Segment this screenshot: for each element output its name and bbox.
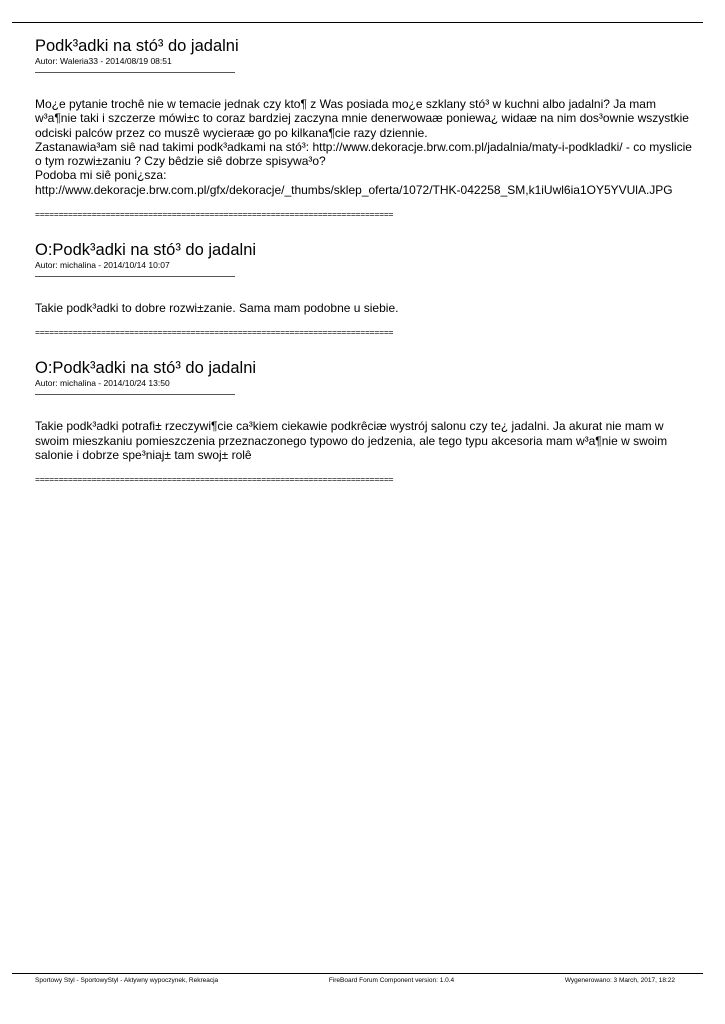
post-author-date: Autor: michalina - 2014/10/24 13:50	[35, 378, 170, 389]
page-footer	[35, 977, 675, 985]
post-body: Takie podk³adki to dobre rozwi±zanie. Sama mam podobne u siebie.	[35, 301, 399, 316]
post-title: O:Podk³adki na stó³ do jadalni	[35, 241, 257, 260]
header-rule	[12, 22, 703, 23]
post	[35, 359, 695, 484]
post	[35, 241, 695, 337]
post-separator: ============================================================================	[35, 327, 394, 338]
post-author-date: Autor: Waleria33 - 2014/08/19 08:51	[35, 56, 172, 66]
post-title: Podk³adki na stó³ do jadalni	[35, 37, 239, 55]
meta-divider	[35, 394, 235, 395]
post-separator: ============================================================================	[35, 209, 394, 220]
footer-rule	[12, 973, 703, 974]
footer-component-version: FireBoard Forum Component version: 1.0.4	[328, 977, 455, 984]
meta-divider	[35, 72, 235, 73]
post-separator: ============================================================================	[35, 474, 394, 485]
post-author-date: Autor: michalina - 2014/10/14 10:07	[35, 260, 170, 271]
post-body: Mo¿e pytanie trochê nie w temacie jednak czy kto¶ z Was posiada mo¿e szklany stó³ w kuchni albo jadalni? Ja mam w³a¶nie taki i szczerze mówi±c to coraz bardziej zaczyna mnie denerwowaæ poniewa¿ widaæ na nim dos³ownie wszystkie odciski palców przez co muszê wycieraæ go po kilkana¶cie razy dziennie. Zastanawia³am siê nad takimi podk³adkami na stó³: http://www.dekoracje.brw.com.pl/jadalnia/maty-i-podkladki/ - co myslicie o tym rozwi±zaniu ? Czy bêdzie siê dobrze spisywa³o? Podoba mi siê poni¿sza: http://www.dekoracje.brw.com.pl/gfx/dekoracje/_thumbs/sklep_oferta/1072/THK-042258_SM,k1iUwl6ia1OY5YVUlA.JPG	[35, 97, 692, 197]
footer-site-name: Sportowy Styl - SportowyStyl - Aktywny wypoczynek, Rekreacja	[35, 977, 219, 984]
meta-divider	[35, 276, 235, 277]
post	[35, 37, 695, 219]
post-body: Takie podk³adki potrafi± rzeczywi¶cie ca³kiem ciekawie podkrêciæ wystrój salonu czy te¿ jadalni. Ja akurat nie mam w swoim mieszkaniu pomieszczenia przeznaczonego typowo do jedzenia, ale tego typu akcesoria mam w³a¶nie w swoim salonie i dobrze spe³niaj± tam swoj± rolê	[35, 419, 668, 462]
footer-generated-date: Wygenerowano: 3 March, 2017, 18:22	[564, 977, 675, 984]
post-list	[35, 37, 695, 484]
post-title: O:Podk³adki na stó³ do jadalni	[35, 359, 257, 378]
